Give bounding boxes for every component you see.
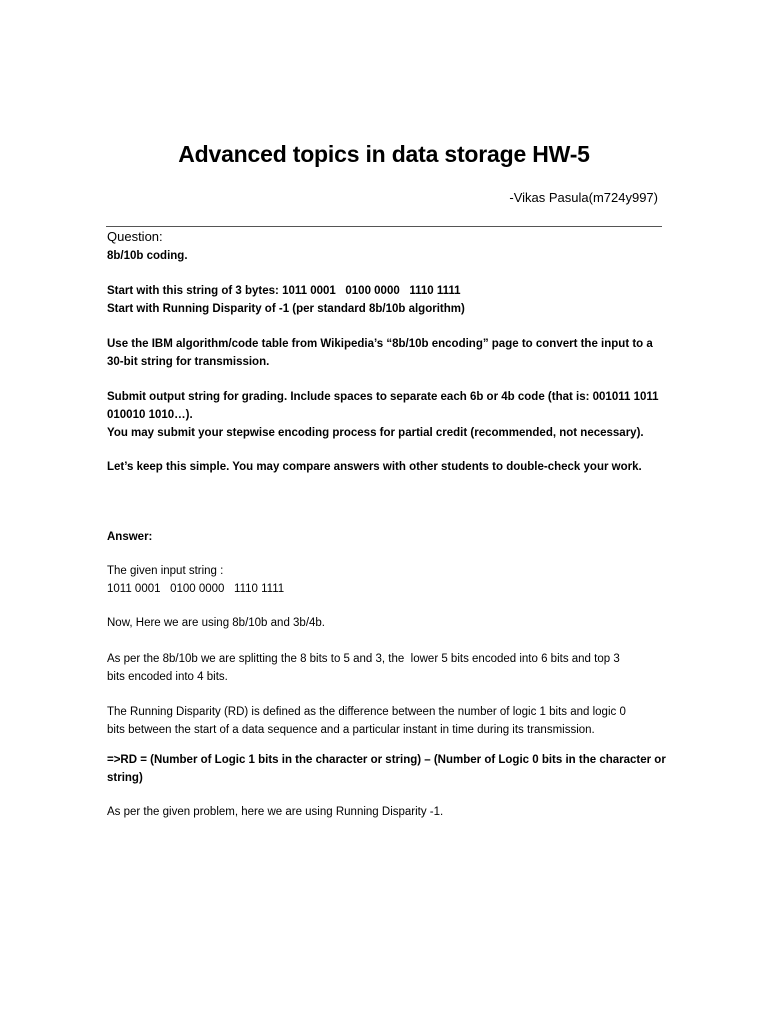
answer-label: Answer:: [107, 531, 153, 543]
answer-given-value: 1011 0001 0100 0000 1110 1111: [107, 583, 285, 595]
question-topic: 8b/10b coding.: [107, 250, 188, 262]
question-start-rd: Start with Running Disparity of -1 (per standard 8b/10b algorithm): [107, 303, 465, 315]
answer-formula-line-1: =>RD = (Number of Logic 1 bits in the character or string) – (Number of Logic 0 bits in the character or: [107, 754, 666, 766]
question-use-line-1: Use the IBM algorithm/code table from Wikipedia’s “8b/10b encoding” page to convert the input to a: [107, 338, 653, 350]
answer-split-line-1: As per the 8b/10b we are splitting the 8 bits to 5 and 3, the lower 5 bits encoded into 6 bits and top 3: [107, 653, 620, 665]
header-divider: [106, 226, 662, 227]
question-use-line-2: 30-bit string for transmission.: [107, 356, 270, 368]
question-submit-line-2: 010010 1010…).: [107, 409, 193, 421]
answer-formula-line-2: string): [107, 772, 143, 784]
answer-given-label: The given input string :: [107, 565, 224, 577]
question-submit-line-3: You may submit your stepwise encoding process for partial credit (recommended, not necessary).: [107, 427, 644, 439]
author-line: -Vikas Pasula(m724y997): [509, 190, 658, 205]
question-submit-line-1: Submit output string for grading. Include spaces to separate each 6b or 4b code (that is: 001011 1011: [107, 391, 659, 403]
question-keep-simple: Let’s keep this simple. You may compare answers with other students to double-check your work.: [107, 461, 642, 473]
answer-rd-definition-line-2: bits between the start of a data sequence and a particular instant in time during its transmission.: [107, 724, 595, 736]
document-title: Advanced topics in data storage HW-5: [178, 141, 590, 167]
answer-using: Now, Here we are using 8b/10b and 3b/4b.: [107, 617, 326, 629]
question-start-string: Start with this string of 3 bytes: 1011 0001 0100 0000 1110 1111: [107, 285, 461, 297]
answer-problem-statement: As per the given problem, here we are using Running Disparity -1.: [107, 806, 444, 818]
answer-rd-definition-line-1: The Running Disparity (RD) is defined as the difference between the number of logic 1 bits and logic 0: [107, 706, 626, 718]
answer-split-line-2: bits encoded into 4 bits.: [107, 671, 228, 683]
question-label: Question:: [107, 229, 163, 244]
